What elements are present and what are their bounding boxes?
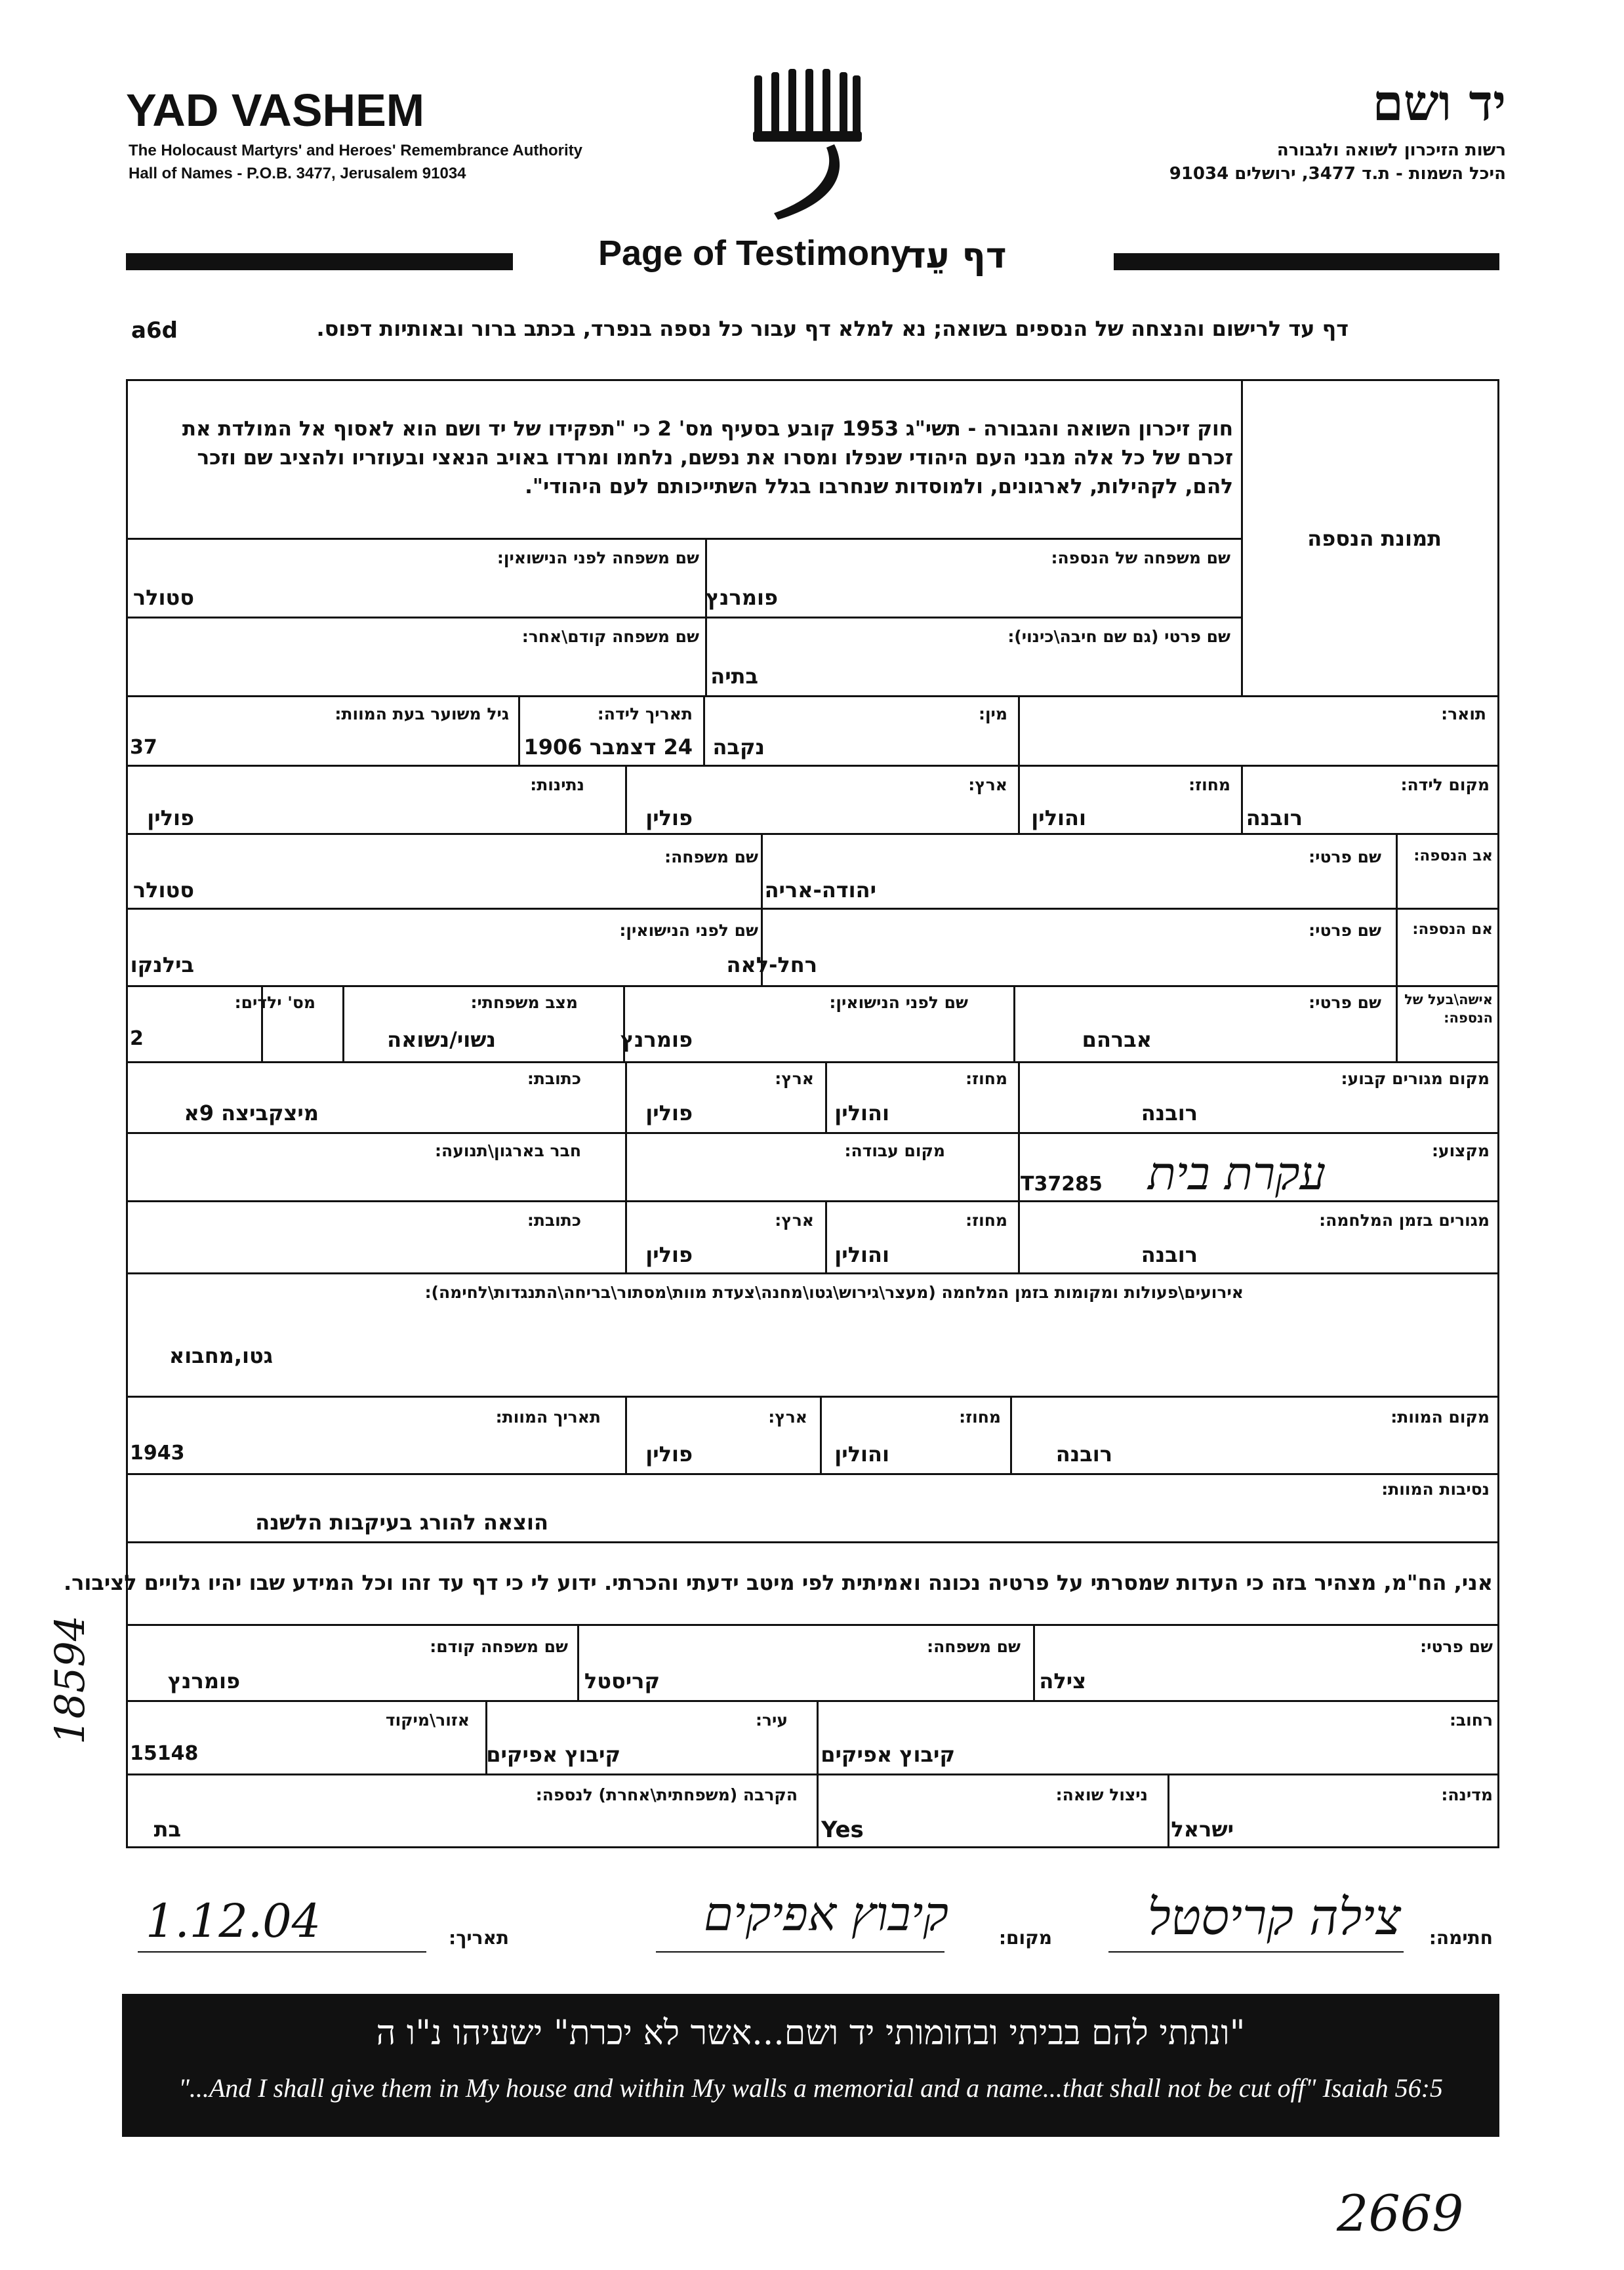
declaration-text: אני, הח"מ, מצהיר בזה כי העדות שמסרתי על פרטיה נכונה ואמיתית לפי מיטב ידעתי והכרתי. ידוע לי כי דף עד זהו וכל המידע שבו יהיו גלויים לציבור.	[64, 1570, 1493, 1595]
birth-district-label: מחוז:	[1188, 775, 1230, 794]
authority-name-en: The Holocaust Martyrs' and Heroes' Remembrance Authority	[129, 142, 583, 159]
residence-district-label: מחוז:	[965, 1069, 1007, 1088]
submitter-country-value: ישראל	[1171, 1817, 1234, 1842]
mother-row-label: אם הנספה:	[1412, 921, 1493, 938]
profession-label: מקצוע:	[1431, 1141, 1490, 1160]
banner-quote-he: "ונתתי להם בביתי ובחומותי יד ושם...אשר לא יכרת" ישעיהו נ"ו ה	[376, 2014, 1246, 2053]
spouse-row-label: אישה\בעל של הנספה:	[1404, 992, 1493, 1026]
birthplace-value: רובנה	[1246, 805, 1303, 830]
mother-maiden-label: שם לפני הנישואין:	[619, 921, 758, 940]
marital-status-value: נשוי/נשואה	[387, 1027, 496, 1052]
submitter-surname-label: שם משפחה:	[927, 1637, 1021, 1656]
authority-name-he: רשות הזיכרון לשואה ולגבורה	[1276, 140, 1506, 160]
events-label: אירועים\פעולות ומקומות בזמן המלחמה (מעצר\גירוש\גטו\מחנה\צעדת מוות\מסתור\בריחה\התנגדות\לחימה):	[424, 1283, 1244, 1302]
testimony-form	[126, 379, 1499, 1848]
nationality-value: פולין	[147, 805, 194, 830]
mother-first-name-value: רחל-לאה	[726, 952, 817, 977]
form-code: a6d	[131, 317, 178, 344]
wartime-district-value: והולין	[834, 1242, 889, 1267]
father-first-name-label: שם פרטי:	[1309, 847, 1381, 866]
wartime-place-label: מגורים בזמן המלחמה:	[1319, 1211, 1490, 1230]
father-row-label: אב הנספה:	[1413, 847, 1493, 864]
title-bar-right	[1114, 253, 1499, 270]
children-count-value: 2	[130, 1027, 144, 1050]
victim-dob-label: תאריך לידה:	[597, 704, 693, 723]
victim-prev-name-label: שם משפחה קודם\אחר:	[521, 627, 699, 646]
events-value: גטו,מחבוא	[169, 1343, 273, 1368]
yad-vashem-name-he: יד ושם	[1372, 73, 1506, 132]
residence-district-value: והולין	[834, 1101, 889, 1125]
relation-value: בת	[153, 1817, 181, 1842]
victim-gender-label: מין:	[978, 704, 1007, 723]
relation-label: הקרבה (משפחתית\אחרת) לנספה:	[535, 1785, 798, 1804]
yad-vashem-logo-icon	[748, 66, 866, 223]
victim-dob-value: 24 דצמבר 1906	[523, 735, 693, 760]
residence-address-value: מיצקביצה 9א	[184, 1101, 319, 1125]
instructions: דף עד לרישום והנצחה של הנספים בשואה; נא למלא דף עבור כל נספה בנפרד, בכתב ברור ובאותיות דפוס.	[316, 316, 1349, 341]
page-title-en: Page of Testimony	[598, 233, 911, 273]
victim-surname-label: שם משפחה של הנספה:	[1051, 548, 1230, 567]
spouse-first-name-label: שם פרטי:	[1309, 993, 1381, 1012]
banner-quote-en: "...And I shall give them in My house and within My walls a memorial and a name...that shall not be cut off" Isaiah 56:5	[178, 2073, 1443, 2103]
profession-handwritten: עקרת בית	[1148, 1146, 1326, 1200]
victim-gender-value: נקבה	[712, 735, 765, 760]
death-place-value: רובנה	[1055, 1442, 1112, 1467]
submitter-city-label: עיר:	[755, 1711, 788, 1730]
nationality-label: נתינות:	[530, 775, 584, 794]
wartime-country-label: ארץ:	[775, 1211, 814, 1230]
submitter-first-label: שם פרטי:	[1420, 1637, 1493, 1656]
birth-country-label: ארץ:	[968, 775, 1007, 794]
survivor-value: Yes	[821, 1817, 864, 1843]
residence-country-value: פולין	[645, 1101, 693, 1125]
death-country-value: פולין	[645, 1442, 693, 1467]
death-district-label: מחוז:	[959, 1408, 1001, 1427]
father-surname-value: סטולר	[132, 878, 194, 902]
death-date-value: 1943	[130, 1442, 185, 1465]
place-value: קיבוץ אפיקים	[703, 1886, 948, 1941]
submitter-zip-value: 15148	[130, 1742, 199, 1765]
submitter-first-value: צילה	[1039, 1669, 1086, 1693]
victim-first-name-label: שם פרטי (גם שם חיבה\כינוי):	[1007, 627, 1230, 646]
residence-value: רובנה	[1141, 1101, 1198, 1125]
victim-surname-value: פומרנץ	[705, 585, 778, 610]
victim-first-name-value: בתיה	[710, 664, 758, 689]
wartime-country-value: פולין	[645, 1242, 693, 1267]
victim-age-label: גיל משוער בעת המוות:	[335, 704, 509, 723]
father-first-name-value: יהודה-אריה	[764, 878, 876, 902]
wartime-address-label: כתובת:	[527, 1211, 581, 1230]
title-bar-left	[126, 253, 513, 270]
submitter-city-value: קיבוץ אפיקים	[486, 1742, 620, 1767]
signature-value: צילה קריסטל	[1147, 1888, 1401, 1946]
side-handwritten-number: 18594	[46, 1615, 94, 1745]
victim-age-value: 37	[130, 736, 157, 759]
birth-country-value: פולין	[645, 805, 693, 830]
wartime-place-value: רובנה	[1141, 1242, 1198, 1267]
victim-maiden-label: שם משפחה לפני הנישואין:	[497, 548, 699, 567]
address-en: Hall of Names - P.O.B. 3477, Jerusalem 91034	[129, 165, 466, 182]
wartime-district-label: מחוז:	[965, 1211, 1007, 1230]
residence-label: מקום מגורים קבוע:	[1341, 1069, 1490, 1088]
photo-label: תמונת הנספה	[1307, 526, 1442, 551]
residence-address-label: כתובת:	[527, 1069, 581, 1088]
residence-country-label: ארץ:	[775, 1069, 814, 1088]
children-count-label: מס' ילדים:	[234, 993, 315, 1012]
death-district-value: והולין	[834, 1442, 889, 1467]
address-he: היכל השמות - ת.ד 3477, ירושלים 91034	[1169, 164, 1506, 184]
organization-label: חבר בארגון\תנועה:	[435, 1141, 581, 1160]
submitter-surname-value: קריסטל	[584, 1669, 660, 1693]
page-title-he: דף עֵד	[905, 235, 1007, 276]
death-country-label: ארץ:	[768, 1408, 807, 1427]
workplace-label: מקום עבודה:	[844, 1141, 945, 1160]
birthplace-label: מקום לידה:	[1400, 775, 1490, 794]
death-place-label: מקום המוות:	[1391, 1408, 1490, 1427]
submitter-street-value: קיבוץ אפיקים	[821, 1742, 955, 1767]
death-date-label: תאריך המוות:	[495, 1408, 601, 1427]
date-label: תאריך:	[449, 1927, 509, 1949]
survivor-label: ניצול שואה:	[1055, 1785, 1148, 1804]
spouse-maiden-value: פומרנץ	[620, 1027, 693, 1052]
spouse-maiden-label: שם לפני הנישואין:	[829, 993, 968, 1012]
victim-title-label: תואר:	[1441, 704, 1486, 723]
date-value: 1.12.04	[146, 1894, 321, 1948]
spouse-first-name-value: אברהם	[1082, 1027, 1152, 1052]
submitter-country-label: מדינה:	[1441, 1785, 1493, 1804]
profession-code: T37285	[1021, 1173, 1103, 1196]
mother-maiden-value: בילנקו	[130, 952, 194, 977]
signature-label: חתימה:	[1429, 1927, 1493, 1949]
page-number-handwritten: 2669	[1337, 2184, 1464, 2242]
law-text: חוק זיכרון השואה והגבורה - תשי"ג 1953 קובע בסעיף מס' 2 כי "תפקידו של יד ושם הוא לאסוף אל המולדת את זכרם של כל אלה מבני העם היהודי שנפלו ומסרו את נפשם, נלחמו ומרדו באויב הנאצי ובעוזריו ולהציב שם וזכר להם, לקהילות, לארגונים, ולמוסדות שנחרבו בגלל השתייכותם לעם היהודי".	[182, 417, 1233, 498]
place-label: מקום:	[998, 1927, 1052, 1949]
father-surname-label: שם משפחה:	[664, 847, 758, 866]
mother-first-name-label: שם פרטי:	[1309, 921, 1381, 940]
death-cause-label: נסיבות המוות:	[1381, 1480, 1490, 1499]
marital-status-label: מצב משפחתי:	[470, 993, 578, 1012]
victim-maiden-value: סטולר	[132, 585, 194, 610]
yad-vashem-name-en: YAD VASHEM	[126, 85, 425, 136]
submitter-prev-value: פומרנץ	[167, 1669, 240, 1693]
submitter-zip-label: אזור\מיקוד	[385, 1711, 470, 1730]
submitter-prev-label: שם משפחה קודם:	[430, 1637, 568, 1656]
death-cause-value: הוצאה להורג בעיקבות הלשנה	[255, 1510, 548, 1535]
birth-district-value: והולין	[1031, 805, 1086, 830]
submitter-street-label: רחוב:	[1449, 1711, 1493, 1730]
